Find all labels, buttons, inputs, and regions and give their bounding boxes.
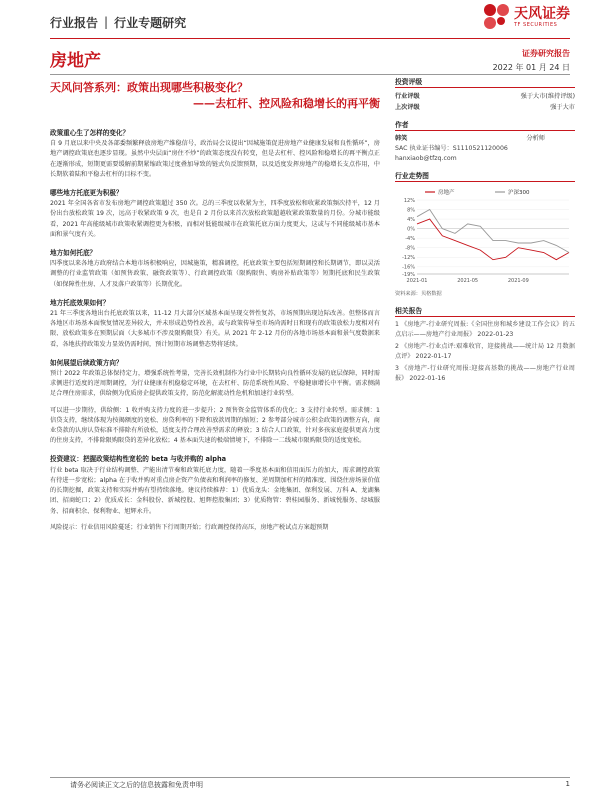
footer-rule <box>50 777 570 778</box>
section-paragraph: 行业 beta 取决于行业结构调整、产能出清节奏和政策托底力度，随着一季度基本面和信用面压力的加大，需求调控政策有待进一步宽松；alpha 在于收并购对重点房企资产负债表和利润率的修复、逆周期加杠杆的精准度、围绕住房场景价值的长期挖掘，政策支持和实际并购有望持续落地。建议持续推荐：1）优质龙头：金地集团、保利发展、万科 A、龙湖集团、招商蛇口；2）优质成长：金科股份、新城控股、旭辉控股集团；3）优质物管：碧桂园服务、新城悦服务、绿城服务、招商积余、保利物业、旭辉永升。 <box>50 466 380 515</box>
y-tick-label: -4% <box>405 235 415 242</box>
logo-name-en: TF SECURITIES <box>514 21 558 28</box>
company-logo <box>484 4 570 30</box>
report-header <box>50 5 570 36</box>
rating-row <box>395 91 575 102</box>
section-paragraph: 2021 年全国各省市发布房地产调控政策超过 350 次。总的三季度以收紧为主，四季度放松和收紧政策频次持平，12 月份出台放松政策 19 次，远高于收紧政策 9 次，也是自 2 月份以来首次放松政策超越收紧政策数量的月份。分城市能级看，2021 年高能级城市政策收紧调控更为积极，而相对低能级城市在政策托底方面力度更大，这或与不同能级城市基本面和景气度有关。 <box>50 200 380 238</box>
author-role: 分析师 <box>526 135 545 142</box>
section-heading: 地方托底效果如何？ <box>50 298 110 307</box>
series-line-1 <box>417 210 569 253</box>
trend-chart <box>395 186 575 288</box>
report-date: 2022 年 01 月 24 日 <box>492 63 570 72</box>
footer-disclaimer: 请务必阅读正文之后的信息披露和免责申明 <box>70 781 203 789</box>
y-tick-label: -16% <box>402 264 415 271</box>
y-tick-label: 0% <box>407 226 415 233</box>
section-paragraph: 预计 2022 年政策总体保持定力，增强系统性考量，完善长效机制作为行业中长期转向良性循环发展的底层保障，同时需求侧进行适度的逆周期调控，为行业健康有机稳稳定环境，在去杠杆、防范系统性风险、平稳健康增长中平衡。需求侧满足合理住房需求，供给侧为优质房企提供政策支持，防范化解流动性危机和加速行业转型。 <box>50 370 380 398</box>
rating-value: 强于大市 <box>550 104 575 111</box>
rating-heading: 投资评级 <box>395 76 575 88</box>
rating-value: 强于大市(维持评级) <box>520 93 575 100</box>
related-report[interactable]: 2 《房地产-行业点评:艰难收官，迎接挑战——统计局 12 月数据点评》 2022-01-17 <box>395 343 575 360</box>
trend-heading: 行业走势图 <box>395 170 575 182</box>
header-category: 行业报告 <box>50 15 99 30</box>
header-rule <box>50 38 570 39</box>
x-tick-label: 2021-09 <box>507 278 529 284</box>
title-rule <box>50 74 570 75</box>
header-divider: | <box>104 15 109 29</box>
x-tick-label: 2021-05 <box>457 278 479 284</box>
section-paragraph: 21 年三季度各地出台托底政策以来，11-12 月大部分区域基本面呈现交替性复苏，市场预期出现边际改善。但整体而言各地区市场基本面恢复情况差异较大，并未形成趋势性改善，或与政策传导至市场尚需时日和现有的政策放松力度相对有限、放松政策多在预期层面（大多城市不涉及限购限贷）有关。从 2021 年 2-12 月份的各地市场基本面和景气度数据来看，各地扶持政策发力显效仍需时间，预计短期市场调整态势将延续。 <box>50 310 380 348</box>
author-heading: 作者 <box>395 119 575 131</box>
y-tick-label: -19% <box>402 271 415 278</box>
section-heading: 投资建议：把握政策结构性宽松的 beta 与收并购的 alpha <box>50 455 227 464</box>
author-sac: SAC 执业证书编号：S1110521120006 <box>395 145 508 152</box>
report-title: 天风问答系列：政策出现哪些积极变化？ <box>50 81 248 94</box>
footer <box>50 780 570 792</box>
legend-label: 房地产 <box>438 190 455 196</box>
y-tick-label: 12% <box>403 197 415 204</box>
section-heading: 地方如何托底？ <box>50 249 97 258</box>
y-tick-label: 8% <box>407 207 415 214</box>
report-type: 证券研究报告 <box>522 49 570 58</box>
section-heading: 哪些地方托底更为积极？ <box>50 189 123 198</box>
related-heading: 相关报告 <box>395 305 575 317</box>
section-heading: 如何展望后续政策方向？ <box>50 358 123 367</box>
risk-warning: 风险提示：行业信用风险蔓延；行业销售下行周期开始；行政调控保持高压，房地产税试点方案超预期 <box>50 523 329 531</box>
section-paragraph: 可以进一步期待，供给侧：1 收并购支持力度的进一步提升；2 预售资金监管体系的优化；3 支持行业转型。需求侧：1 信贷支持，继续体现为按揭额度的宽松、房贷利率的下降和放款周期的缩短；2 参考部分城市公积金政策的调整方向，商业贷款的认房认贷标准不排除有所放松，适度支持合理改善型需求的释放；3 结合人口政策，针对多孩家庭提供更高力度的住房支持，不排除限购限贷的差异化放松；4 基本面失速的极端情境下，不排除一二线城市限购限贷的适度宽松。 <box>50 406 380 445</box>
rating-key: 行业评级 <box>395 93 420 100</box>
author-name-row <box>395 134 575 144</box>
logo-mark-icon <box>484 4 510 30</box>
x-tick-label: 2021-01 <box>406 278 428 284</box>
related-report[interactable]: 1 《房地产-行业研究周报:《全国住房和城乡建设工作会议》的五点启示——房地产行业周报》 2022-01-23 <box>395 321 575 338</box>
related-report[interactable]: 3 《房地产-行业研究周报:迎接高基数的挑战——房地产行业周报》 2022-01-16 <box>395 365 575 382</box>
industry-title: 房地产 <box>50 51 101 71</box>
logo-name: 天风证券 <box>514 5 570 22</box>
y-tick-label: -8% <box>405 245 415 252</box>
rating-key: 上次评级 <box>395 104 420 111</box>
report-subtitle: ——去杠杆、控风险和稳增长的再平衡 <box>193 97 380 110</box>
legend-label: 沪深300 <box>508 190 530 196</box>
y-tick-label: -12% <box>402 255 415 262</box>
author-name: 韩笑 <box>395 135 408 142</box>
section-paragraph: 自 9 月底以来中央及各部委频繁释放房地产维稳信号，政治局会议提出“因城施策促进房地产业健康发展和良性循环”，房地产调控政策底也逐步显现。虽然中央层面“房住不炒”的政策态度没有转变，但是去杠杆、控风险和稳增长的再平衡点正在逐渐形成，短期更需要缓解前期紧缩政策过度叠加导致的链式负反馈预期，以及适度发挥房地产的稳增长支点作用，中长期软着陆和平稳去杠杆的目标不变。 <box>50 140 380 178</box>
main-body <box>50 128 380 535</box>
trend-chart-svg <box>395 186 575 286</box>
rating-row <box>395 102 575 113</box>
y-tick-label: 4% <box>407 216 415 223</box>
chart-source: 资料来源：贝格数据 <box>395 291 442 297</box>
sidebar <box>395 76 575 386</box>
page-number: 1 <box>565 780 570 788</box>
section-heading: 政策重心生了怎样的变化？ <box>50 129 130 137</box>
section-paragraph: 四季度以来各地方政府结合本地市场积极响应，因城施策，精准调控，托底政策主要包括短期调控和长期调节，即以灵活调整的行业监管政策（如预售政策、融资政策等）、行政调控政策（限购限售、购房补贴政策等）短期托底和民生政策（如保障性住房、人才及落户政策等）长期优化。 <box>50 260 380 288</box>
author-email[interactable]: hanxiaob@tfzq.com <box>395 155 457 162</box>
header-subcategory: 行业专题研究 <box>114 15 187 30</box>
